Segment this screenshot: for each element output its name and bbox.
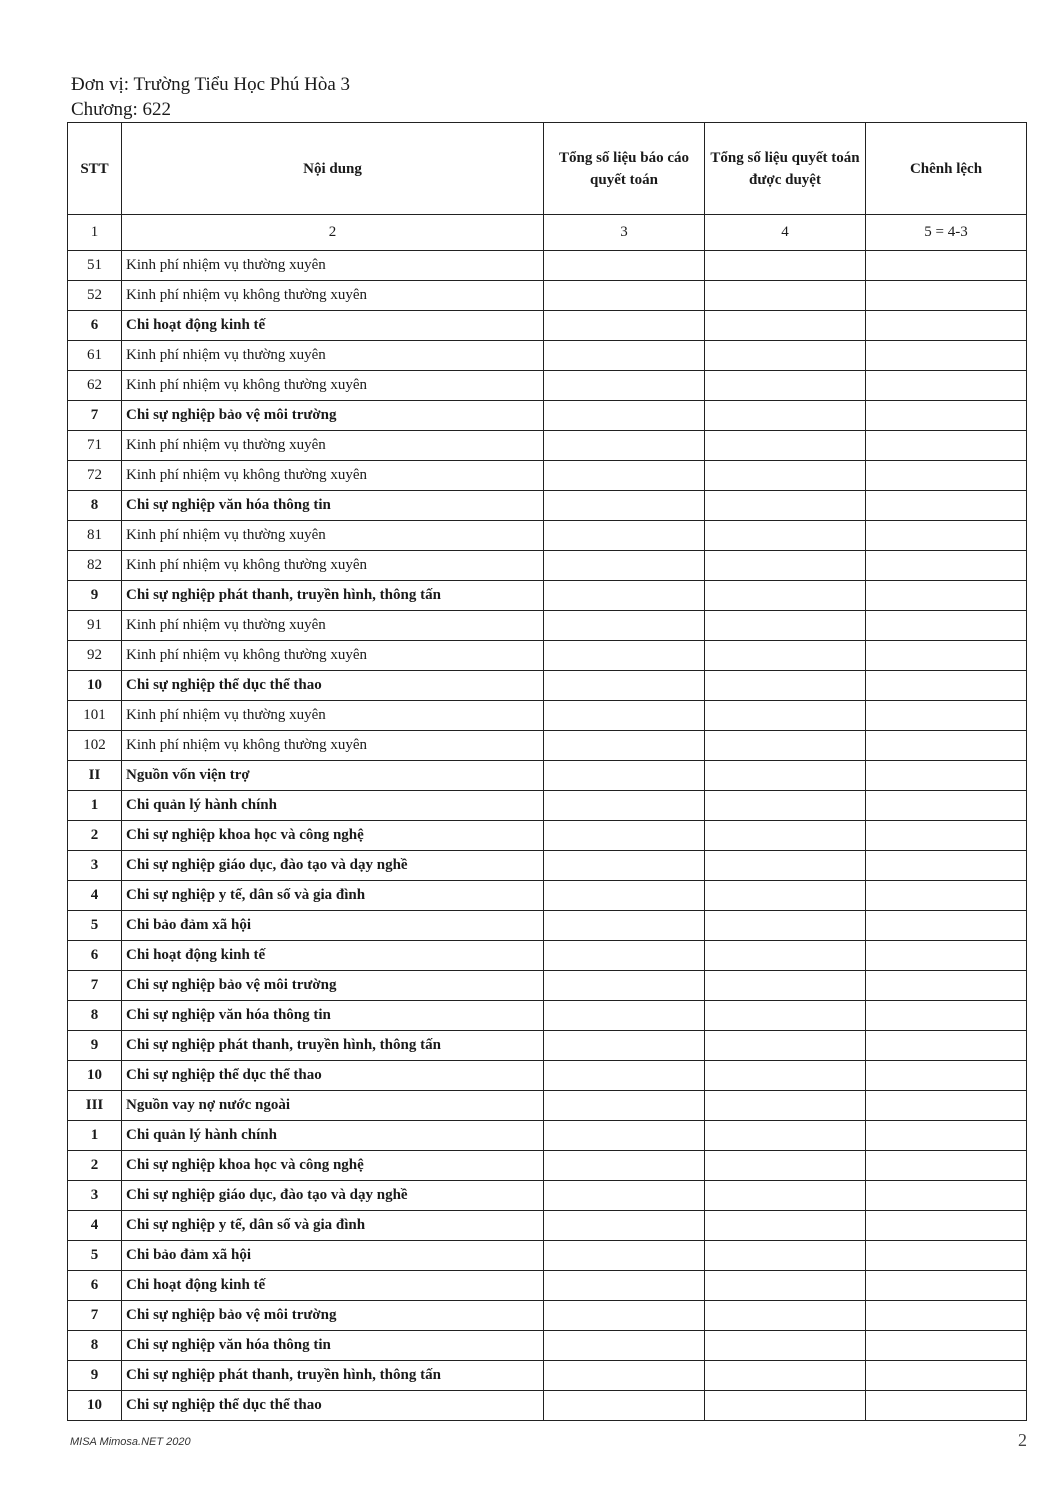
row-reported-value — [544, 881, 705, 911]
row-approved-value — [705, 881, 866, 911]
table-row — [68, 311, 1027, 341]
row-approved-value — [705, 401, 866, 431]
row-content: Kinh phí nhiệm vụ không thường xuyên — [122, 551, 544, 581]
row-stt: 72 — [68, 461, 122, 491]
table-row — [68, 401, 1027, 431]
row-approved-value — [705, 1271, 866, 1301]
row-approved-value — [705, 1211, 866, 1241]
col-header-stt: STT — [68, 123, 122, 215]
unit-name: Đơn vị: Trường Tiểu Học Phú Hòa 3 — [71, 74, 351, 95]
chapter-code: Chương: 622 — [71, 99, 172, 120]
document-header — [71, 72, 350, 122]
row-difference-value — [866, 851, 1027, 881]
row-stt: 7 — [68, 1301, 122, 1331]
row-content: Chi bảo đảm xã hội — [122, 1241, 544, 1271]
row-approved-value — [705, 941, 866, 971]
table-row — [68, 491, 1027, 521]
table-row — [68, 1001, 1027, 1031]
table-body — [68, 251, 1027, 1421]
col-index-2: 2 — [122, 215, 544, 251]
row-stt: 5 — [68, 911, 122, 941]
table-row — [68, 611, 1027, 641]
row-reported-value — [544, 731, 705, 761]
row-difference-value — [866, 1331, 1027, 1361]
row-stt: 51 — [68, 251, 122, 281]
row-difference-value — [866, 491, 1027, 521]
table-row — [68, 731, 1027, 761]
row-content: Kinh phí nhiệm vụ không thường xuyên — [122, 371, 544, 401]
row-stt: 2 — [68, 1151, 122, 1181]
row-content: Chi sự nghiệp bảo vệ môi trường — [122, 401, 544, 431]
col-header-difference: Chênh lệch — [866, 123, 1027, 215]
row-reported-value — [544, 851, 705, 881]
row-difference-value — [866, 1301, 1027, 1331]
row-difference-value — [866, 611, 1027, 641]
software-footer: MISA Mimosa.NET 2020 — [70, 1436, 191, 1448]
row-content: Kinh phí nhiệm vụ không thường xuyên — [122, 461, 544, 491]
row-stt: II — [68, 761, 122, 791]
row-reported-value — [544, 1181, 705, 1211]
row-approved-value — [705, 311, 866, 341]
table-row — [68, 1031, 1027, 1061]
table-row — [68, 281, 1027, 311]
row-stt: 5 — [68, 1241, 122, 1271]
row-approved-value — [705, 1331, 866, 1361]
col-header-approved: Tổng số liệu quyết toán được duyệt — [705, 123, 866, 215]
row-stt: 3 — [68, 851, 122, 881]
row-stt: 62 — [68, 371, 122, 401]
row-difference-value — [866, 671, 1027, 701]
row-content: Chi sự nghiệp văn hóa thông tin — [122, 1001, 544, 1031]
table-row — [68, 1271, 1027, 1301]
row-difference-value — [866, 461, 1027, 491]
row-content: Chi sự nghiệp thể dục thể thao — [122, 671, 544, 701]
row-difference-value — [866, 341, 1027, 371]
row-approved-value — [705, 491, 866, 521]
row-reported-value — [544, 431, 705, 461]
row-approved-value — [705, 581, 866, 611]
row-content: Chi sự nghiệp thể dục thể thao — [122, 1391, 544, 1421]
row-difference-value — [866, 371, 1027, 401]
row-reported-value — [544, 1211, 705, 1241]
row-difference-value — [866, 911, 1027, 941]
row-content: Nguồn vay nợ nước ngoài — [122, 1091, 544, 1121]
row-reported-value — [544, 521, 705, 551]
row-difference-value — [866, 401, 1027, 431]
row-content: Chi sự nghiệp phát thanh, truyền hình, thông tấn — [122, 581, 544, 611]
row-approved-value — [705, 1301, 866, 1331]
col-header-content: Nội dung — [122, 123, 544, 215]
row-content: Kinh phí nhiệm vụ không thường xuyên — [122, 281, 544, 311]
table-row — [68, 1361, 1027, 1391]
row-content: Nguồn vốn viện trợ — [122, 761, 544, 791]
row-reported-value — [544, 641, 705, 671]
col-index-3: 3 — [544, 215, 705, 251]
row-difference-value — [866, 1241, 1027, 1271]
row-content: Chi sự nghiệp phát thanh, truyền hình, thông tấn — [122, 1031, 544, 1061]
row-stt: 102 — [68, 731, 122, 761]
row-reported-value — [544, 1391, 705, 1421]
row-content: Chi hoạt động kinh tế — [122, 941, 544, 971]
row-stt: 6 — [68, 1271, 122, 1301]
table-row — [68, 1391, 1027, 1421]
table-row — [68, 341, 1027, 371]
row-difference-value — [866, 731, 1027, 761]
settlement-table — [67, 122, 1027, 1421]
row-stt: 8 — [68, 1001, 122, 1031]
row-approved-value — [705, 1121, 866, 1151]
row-content: Chi sự nghiệp văn hóa thông tin — [122, 491, 544, 521]
row-stt: 9 — [68, 581, 122, 611]
row-content: Chi sự nghiệp y tế, dân số và gia đình — [122, 1211, 544, 1241]
row-reported-value — [544, 1151, 705, 1181]
row-reported-value — [544, 671, 705, 701]
row-difference-value — [866, 1151, 1027, 1181]
row-approved-value — [705, 1091, 866, 1121]
row-content: Kinh phí nhiệm vụ thường xuyên — [122, 251, 544, 281]
row-approved-value — [705, 431, 866, 461]
row-reported-value — [544, 1031, 705, 1061]
row-reported-value — [544, 971, 705, 1001]
row-approved-value — [705, 461, 866, 491]
table-row — [68, 1241, 1027, 1271]
row-content: Kinh phí nhiệm vụ thường xuyên — [122, 521, 544, 551]
row-stt: 9 — [68, 1361, 122, 1391]
row-difference-value — [866, 1391, 1027, 1421]
row-content: Chi sự nghiệp phát thanh, truyền hình, thông tấn — [122, 1361, 544, 1391]
row-stt: 1 — [68, 791, 122, 821]
row-difference-value — [866, 701, 1027, 731]
row-content: Chi sự nghiệp thể dục thể thao — [122, 1061, 544, 1091]
row-reported-value — [544, 1001, 705, 1031]
row-stt: 7 — [68, 971, 122, 1001]
row-approved-value — [705, 791, 866, 821]
row-reported-value — [544, 581, 705, 611]
row-stt: 4 — [68, 1211, 122, 1241]
table-row — [68, 431, 1027, 461]
row-content: Kinh phí nhiệm vụ thường xuyên — [122, 431, 544, 461]
row-content: Kinh phí nhiệm vụ thường xuyên — [122, 611, 544, 641]
row-reported-value — [544, 491, 705, 521]
row-reported-value — [544, 791, 705, 821]
col-index-4: 4 — [705, 215, 866, 251]
row-stt: 61 — [68, 341, 122, 371]
row-difference-value — [866, 1181, 1027, 1211]
row-stt: 4 — [68, 881, 122, 911]
row-difference-value — [866, 641, 1027, 671]
table-row — [68, 971, 1027, 1001]
row-content: Kinh phí nhiệm vụ thường xuyên — [122, 341, 544, 371]
table-row — [68, 1121, 1027, 1151]
row-stt: 10 — [68, 1391, 122, 1421]
row-content: Chi quản lý hành chính — [122, 1121, 544, 1151]
row-approved-value — [705, 911, 866, 941]
table-row — [68, 701, 1027, 731]
row-content: Chi sự nghiệp khoa học và công nghệ — [122, 821, 544, 851]
row-approved-value — [705, 971, 866, 1001]
row-content: Chi sự nghiệp văn hóa thông tin — [122, 1331, 544, 1361]
row-content: Chi sự nghiệp khoa học và công nghệ — [122, 1151, 544, 1181]
row-stt: 82 — [68, 551, 122, 581]
row-reported-value — [544, 701, 705, 731]
row-content: Kinh phí nhiệm vụ thường xuyên — [122, 701, 544, 731]
row-content: Chi sự nghiệp y tế, dân số và gia đình — [122, 881, 544, 911]
row-approved-value — [705, 1031, 866, 1061]
table-row — [68, 251, 1027, 281]
row-approved-value — [705, 671, 866, 701]
table-row — [68, 551, 1027, 581]
row-approved-value — [705, 821, 866, 851]
table-row — [68, 911, 1027, 941]
row-stt: 6 — [68, 941, 122, 971]
row-stt: 7 — [68, 401, 122, 431]
table-row — [68, 821, 1027, 851]
row-difference-value — [866, 281, 1027, 311]
row-stt: 101 — [68, 701, 122, 731]
row-difference-value — [866, 311, 1027, 341]
row-stt: 8 — [68, 491, 122, 521]
row-approved-value — [705, 371, 866, 401]
row-stt: 2 — [68, 821, 122, 851]
row-stt: 10 — [68, 1061, 122, 1091]
row-reported-value — [544, 611, 705, 641]
table-row — [68, 461, 1027, 491]
row-difference-value — [866, 1001, 1027, 1031]
row-difference-value — [866, 971, 1027, 1001]
row-approved-value — [705, 731, 866, 761]
row-reported-value — [544, 911, 705, 941]
row-approved-value — [705, 1151, 866, 1181]
row-reported-value — [544, 341, 705, 371]
row-reported-value — [544, 461, 705, 491]
row-content: Chi sự nghiệp bảo vệ môi trường — [122, 971, 544, 1001]
row-difference-value — [866, 1031, 1027, 1061]
table-row — [68, 521, 1027, 551]
row-reported-value — [544, 1271, 705, 1301]
table-row — [68, 1331, 1027, 1361]
table-row — [68, 671, 1027, 701]
table-row — [68, 791, 1027, 821]
row-stt: 1 — [68, 1121, 122, 1151]
row-reported-value — [544, 281, 705, 311]
table-header-row — [68, 123, 1027, 215]
row-difference-value — [866, 761, 1027, 791]
row-content: Chi hoạt động kinh tế — [122, 311, 544, 341]
row-approved-value — [705, 851, 866, 881]
row-approved-value — [705, 1001, 866, 1031]
row-approved-value — [705, 1241, 866, 1271]
row-approved-value — [705, 341, 866, 371]
row-approved-value — [705, 1391, 866, 1421]
row-content: Chi quản lý hành chính — [122, 791, 544, 821]
table-row — [68, 581, 1027, 611]
row-approved-value — [705, 761, 866, 791]
row-content: Kinh phí nhiệm vụ không thường xuyên — [122, 641, 544, 671]
table-row — [68, 371, 1027, 401]
row-difference-value — [866, 941, 1027, 971]
table-row — [68, 1061, 1027, 1091]
row-reported-value — [544, 371, 705, 401]
row-approved-value — [705, 641, 866, 671]
row-stt: 8 — [68, 1331, 122, 1361]
row-stt: III — [68, 1091, 122, 1121]
table-row — [68, 1181, 1027, 1211]
row-approved-value — [705, 1181, 866, 1211]
table-row — [68, 761, 1027, 791]
column-index-row — [68, 215, 1027, 251]
row-difference-value — [866, 1271, 1027, 1301]
col-index-5: 5 = 4-3 — [866, 215, 1027, 251]
row-approved-value — [705, 611, 866, 641]
table-row — [68, 851, 1027, 881]
row-approved-value — [705, 251, 866, 281]
row-difference-value — [866, 1121, 1027, 1151]
row-difference-value — [866, 1211, 1027, 1241]
row-difference-value — [866, 821, 1027, 851]
row-reported-value — [544, 1331, 705, 1361]
row-content: Chi sự nghiệp giáo dục, đào tạo và dạy nghề — [122, 1181, 544, 1211]
row-difference-value — [866, 1061, 1027, 1091]
row-content: Chi sự nghiệp bảo vệ môi trường — [122, 1301, 544, 1331]
row-stt: 91 — [68, 611, 122, 641]
table-row — [68, 1301, 1027, 1331]
row-reported-value — [544, 941, 705, 971]
row-difference-value — [866, 521, 1027, 551]
row-stt: 9 — [68, 1031, 122, 1061]
row-stt: 3 — [68, 1181, 122, 1211]
row-reported-value — [544, 1121, 705, 1151]
row-reported-value — [544, 401, 705, 431]
row-approved-value — [705, 701, 866, 731]
row-stt: 10 — [68, 671, 122, 701]
table-row — [68, 1091, 1027, 1121]
row-stt: 6 — [68, 311, 122, 341]
row-reported-value — [544, 311, 705, 341]
row-difference-value — [866, 791, 1027, 821]
row-content: Chi hoạt động kinh tế — [122, 1271, 544, 1301]
row-reported-value — [544, 551, 705, 581]
row-reported-value — [544, 1241, 705, 1271]
table-row — [68, 641, 1027, 671]
table-row — [68, 881, 1027, 911]
col-index-1: 1 — [68, 215, 122, 251]
table-row — [68, 941, 1027, 971]
row-reported-value — [544, 1091, 705, 1121]
row-difference-value — [866, 581, 1027, 611]
row-difference-value — [866, 881, 1027, 911]
row-content: Chi bảo đảm xã hội — [122, 911, 544, 941]
row-stt: 52 — [68, 281, 122, 311]
row-reported-value — [544, 1361, 705, 1391]
row-difference-value — [866, 251, 1027, 281]
row-reported-value — [544, 761, 705, 791]
row-difference-value — [866, 431, 1027, 461]
row-approved-value — [705, 281, 866, 311]
row-stt: 81 — [68, 521, 122, 551]
row-difference-value — [866, 1091, 1027, 1121]
row-difference-value — [866, 551, 1027, 581]
col-header-reported: Tổng số liệu báo cáo quyết toán — [544, 123, 705, 215]
row-reported-value — [544, 1061, 705, 1091]
table-row — [68, 1151, 1027, 1181]
row-stt: 92 — [68, 641, 122, 671]
row-approved-value — [705, 1061, 866, 1091]
row-reported-value — [544, 821, 705, 851]
row-reported-value — [544, 251, 705, 281]
row-difference-value — [866, 1361, 1027, 1391]
page-number: 2 — [1018, 1430, 1027, 1450]
row-content: Chi sự nghiệp giáo dục, đào tạo và dạy nghề — [122, 851, 544, 881]
row-approved-value — [705, 551, 866, 581]
row-stt: 71 — [68, 431, 122, 461]
row-approved-value — [705, 1361, 866, 1391]
row-content: Kinh phí nhiệm vụ không thường xuyên — [122, 731, 544, 761]
row-reported-value — [544, 1301, 705, 1331]
row-approved-value — [705, 521, 866, 551]
table-row — [68, 1211, 1027, 1241]
